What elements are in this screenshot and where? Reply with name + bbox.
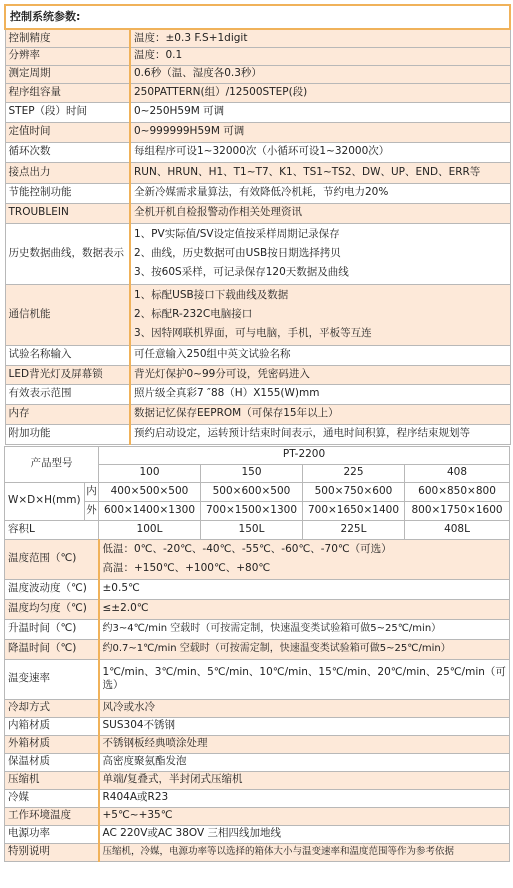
row-label: 外箱材质: [5, 735, 99, 753]
row-label: 循环次数: [5, 142, 130, 162]
inner-dim: 400×500×500: [99, 482, 201, 501]
list-item: 3、因特网联机界面，可与电脑，手机，平板等互连: [134, 327, 372, 340]
list-item: 2、标配R-232C电脑接口: [134, 307, 253, 320]
row-value: 不锈钢板经典喷涂处理: [99, 735, 510, 753]
inner-dim: 600×850×800: [405, 482, 510, 501]
row-label: 测定周期: [5, 65, 130, 83]
model-name: PT-2200: [99, 446, 510, 464]
table-row: [5, 639, 510, 659]
table-row: [5, 539, 510, 579]
row-label: 保温材质: [5, 753, 99, 771]
row-label: 有效表示范围: [5, 384, 130, 404]
row-label: 压缩机: [5, 771, 99, 789]
table-row: [5, 284, 510, 345]
row-value: SUS304不锈钢: [99, 717, 510, 735]
dimension-label: W×D×H(mm): [5, 482, 85, 520]
row-value: 全新冷媒需求量算法，有效降低冷机耗，节约电力20%: [130, 183, 510, 203]
table-row: [5, 404, 510, 424]
row-value: 背光灯保护0~99分可设，凭密码进入: [130, 365, 510, 384]
temp-high: 高温：+150℃、+100℃、+80℃: [102, 562, 271, 574]
table-row: [5, 753, 510, 771]
table-row: [5, 83, 510, 102]
table-row: [5, 162, 510, 183]
outer-dim: 700×1500×1300: [201, 501, 303, 520]
row-label: 程序组容量: [5, 83, 130, 102]
table-row: [5, 29, 510, 47]
row-value: [99, 539, 510, 579]
row-value: 风冷或水冷: [99, 699, 510, 717]
row-label: 温度均匀度（℃): [5, 599, 99, 619]
row-value: 每组程序可设1~32000次（小循环可设1~32000次）: [130, 142, 510, 162]
row-label: 冷媒: [5, 789, 99, 807]
table-row: [5, 47, 510, 65]
table-row: [5, 223, 510, 284]
row-value: 全机开机自检报警动作相关处理资讯: [130, 203, 510, 223]
inner-label: 内: [85, 482, 99, 501]
volume-label: 容积L: [5, 520, 99, 539]
model-label: 产品型号: [5, 446, 99, 482]
table-row: [5, 345, 510, 365]
volume-cell: 408L: [405, 520, 510, 539]
row-value: 约0.7~1℃/min 空载时（可按需定制，快速温变类试验箱可做5~25℃/min）: [99, 639, 510, 659]
table-row: [5, 619, 510, 639]
row-label: 温变速率: [5, 659, 99, 699]
row-label: STEP（段）时间: [5, 102, 130, 122]
table-row: [5, 122, 510, 142]
row-value: RUN、HRUN、H1、T1~T7、K1、TS1~TS2、DW、UP、END、ERR等: [130, 162, 510, 183]
row-value: 约3~4℃/min 空载时（可按需定制，快速温变类试验箱可做5~25℃/min）: [99, 619, 510, 639]
control-params-table: [4, 4, 511, 445]
temp-low: 低温：0℃、-20℃、-40℃、-55℃、-60℃、-70℃（可选）: [102, 542, 392, 555]
table-row: [5, 699, 510, 717]
row-label: 通信机能: [5, 284, 130, 345]
row-value: 0~999999H59M 可调: [130, 122, 510, 142]
size-cell: 150: [201, 464, 303, 482]
table-row: [5, 102, 510, 122]
row-value: ±0.5℃: [99, 579, 510, 599]
outer-dim: 700×1650×1400: [303, 501, 405, 520]
inner-dim: 500×600×500: [201, 482, 303, 501]
volume-cell: 225L: [303, 520, 405, 539]
table-row: [5, 142, 510, 162]
row-label: 接点出力: [5, 162, 130, 183]
size-cell: 100: [99, 464, 201, 482]
row-value: AC 220V或AC 38OV 三相四线加地线: [99, 825, 510, 843]
table-row: [5, 771, 510, 789]
spec-sheet: [4, 0, 509, 862]
row-label: 工作环境温度: [5, 807, 99, 825]
row-label: 电源功率: [5, 825, 99, 843]
row-label: 内箱材质: [5, 717, 99, 735]
row-label: 温度波动度（℃): [5, 579, 99, 599]
row-label: 分辨率: [5, 47, 130, 65]
table-row: [5, 825, 510, 843]
list-item: 2、曲线，历史数据可由USB按日期选择拷贝: [134, 246, 341, 259]
row-value: ≤±2.0℃: [99, 599, 510, 619]
table-row: [5, 807, 510, 825]
product-spec-table: [4, 446, 510, 862]
table-row: [5, 365, 510, 384]
table-row: [5, 183, 510, 203]
outer-dim: 800×1750×1600: [405, 501, 510, 520]
row-value: 单端/复叠式，半封闭式压缩机: [99, 771, 510, 789]
volume-cell: 150L: [201, 520, 303, 539]
row-value: 0~250H59M 可调: [130, 102, 510, 122]
row-value: [130, 284, 510, 345]
list-item: 3、按60S采样，可记录保存120天数据及曲线: [134, 266, 349, 279]
row-label: 升温时间（℃): [5, 619, 99, 639]
row-label: 冷却方式: [5, 699, 99, 717]
row-value: 压缩机，冷媒，电源功率等以选择的箱体大小与温变速率和温度范围等作为参考依据: [99, 843, 510, 861]
table-row: [5, 203, 510, 223]
row-label: 内存: [5, 404, 130, 424]
row-value: 0.6秒（温、湿度各0.3秒）: [130, 65, 510, 83]
row-value: 1℃/min、3℃/min、5℃/min、10℃/min、15℃/min、20℃/min、25℃/min（可选）: [99, 659, 510, 699]
row-value: [130, 223, 510, 284]
table-row: [5, 843, 510, 861]
row-label: TROUBLEIN: [5, 203, 130, 223]
table-row: [5, 424, 510, 444]
row-label: LED背光灯及屏幕锁: [5, 365, 130, 384]
table-row: [5, 384, 510, 404]
table-row: [5, 717, 510, 735]
outer-label: 外: [85, 501, 99, 520]
control-params-title: 控制系统参数:: [5, 5, 510, 29]
table-row: [5, 735, 510, 753]
list-item: 1、PV实际值/SV设定值按采样周期记录保存: [134, 227, 340, 240]
row-label: 温度范围（℃): [5, 539, 99, 579]
row-value: 可任意输入250组中英文试验名称: [130, 345, 510, 365]
row-label: 节能控制功能: [5, 183, 130, 203]
row-value: 数据记忆保存EEPROM（可保存15年以上）: [130, 404, 510, 424]
table-row: [5, 659, 510, 699]
row-value: 高密度聚氨酯发泡: [99, 753, 510, 771]
outer-dim: 600×1400×1300: [99, 501, 201, 520]
list-item: 1、标配USB接口下载曲线及数据: [134, 288, 289, 301]
row-value: R404A或R23: [99, 789, 510, 807]
row-value: 温度：0.1: [130, 47, 510, 65]
size-cell: 408: [405, 464, 510, 482]
row-label: 附加功能: [5, 424, 130, 444]
row-label: 特别说明: [5, 843, 99, 861]
table-row: [5, 599, 510, 619]
volume-cell: 100L: [99, 520, 201, 539]
row-label: 定值时间: [5, 122, 130, 142]
table-row: [5, 579, 510, 599]
table-row: [5, 789, 510, 807]
row-value: 照片级全真彩7 ″88（H）X155(W)mm: [130, 384, 510, 404]
row-label: 降温时间（℃): [5, 639, 99, 659]
row-label: 历史数据曲线，数据表示: [5, 223, 130, 284]
row-value: 250PATTERN(组）/12500STEP(段): [130, 83, 510, 102]
inner-dim: 500×750×600: [303, 482, 405, 501]
row-value: +5℃~+35℃: [99, 807, 510, 825]
row-value: 预约启动设定，运转预计结束时间表示，通电时间积算，程序结束规划等: [130, 424, 510, 444]
row-value: 温度：±0.3 F.S+1digit: [130, 29, 510, 47]
row-label: 控制精度: [5, 29, 130, 47]
row-label: 试验名称输入: [5, 345, 130, 365]
table-row: [5, 65, 510, 83]
size-cell: 225: [303, 464, 405, 482]
